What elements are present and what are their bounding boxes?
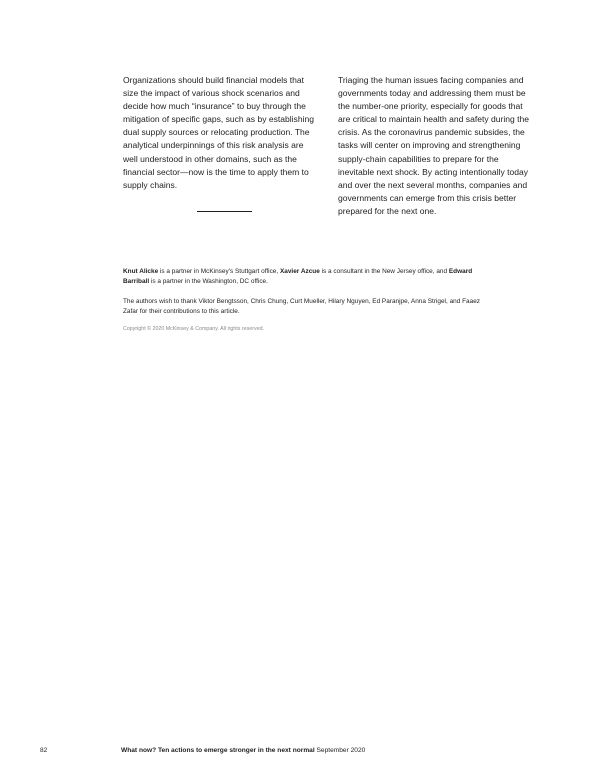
right-column-line: prepared for the next one. — [338, 205, 437, 216]
author-bio — [123, 267, 472, 286]
left-column-line: financial sector—now is the time to apply them to — [123, 166, 309, 177]
right-column-line: the number-one priority, especially for goods that — [338, 101, 523, 112]
author-role: is a partner in the Washington, DC office. — [149, 277, 268, 285]
right-column-line: tasks will center on improving and strengthening — [338, 140, 521, 151]
left-column-line: mitigation of specific gaps, such as by establishing — [123, 114, 314, 125]
copyright-notice: Copyright © 2020 McKinsey & Company. All rights reserved. — [123, 326, 264, 332]
left-column-line: dual supply sources or relocating production. The — [123, 127, 310, 138]
right-column-line: crisis. As the coronavirus pandemic subsides, the — [338, 127, 525, 138]
left-column-line: decide how much “insurance” to buy through the — [123, 101, 306, 112]
acknowledgments-line: The authors wish to thank Viktor Bengtsson, Chris Chung, Curt Mueller, Hilary Nguyen, Ed Paranjpe, Anna Strigel, and Faaez — [123, 298, 480, 305]
author-name: Barriball — [123, 277, 150, 285]
section-divider — [197, 211, 252, 212]
left-column-line: analytical underpinnings of this risk analysis are — [123, 140, 304, 151]
author-name: Xavier Azcue — [279, 268, 320, 275]
author-bio-line — [123, 277, 472, 287]
right-column — [338, 74, 534, 218]
author-role: is a consultant in the New Jersey office, and — [319, 268, 449, 275]
right-column-line: supply-chain capabilities to prepare for the — [338, 153, 499, 164]
publication-title: What now? Ten actions to emerge stronger in the next normal — [121, 747, 315, 754]
right-column-line: and over the next several months, companies and — [338, 179, 528, 190]
page-number: 82 — [40, 747, 48, 754]
acknowledgments-line: Zafar for their contributions to this article. — [123, 307, 240, 315]
right-column-line: inevitable next shock. By acting intentionally today — [338, 166, 529, 177]
left-column-line: supply chains. — [123, 179, 178, 190]
footer-publication — [121, 747, 365, 754]
left-column — [123, 74, 319, 192]
publication-date: September 2020 — [314, 747, 366, 754]
acknowledgments — [123, 297, 480, 316]
left-column-line: Organizations should build financial models that — [123, 75, 305, 85]
author-bio-line — [123, 267, 472, 277]
left-column-line: well understood in other domains, such as the — [123, 153, 297, 164]
right-column-line: governments can emerge from this crisis better — [338, 192, 517, 203]
right-column-line: are critical to maintain health and safety during the — [338, 114, 529, 125]
author-role: is a partner in McKinsey’s Stuttgart office, — [158, 268, 280, 275]
left-column-line: size the impact of various shock scenarios and — [123, 88, 300, 99]
right-column-line: governments today and addressing them must be — [338, 88, 526, 99]
right-column-line: Triaging the human issues facing companies and — [338, 75, 524, 85]
author-name: Edward — [448, 268, 473, 275]
author-name: Knut Alicke — [123, 268, 159, 275]
